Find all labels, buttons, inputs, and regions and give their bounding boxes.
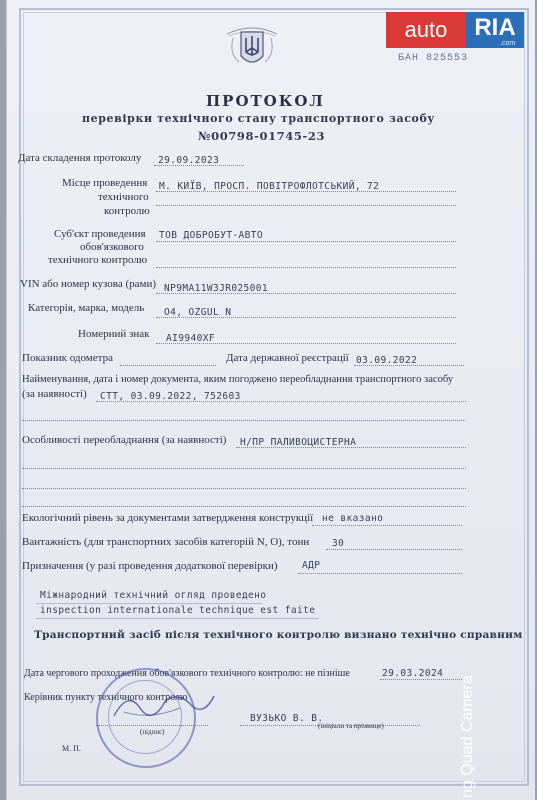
name-caption: (ініціали та прізвище): [318, 722, 384, 730]
conversion-label: Особливості переобладнання (за наявності): [22, 434, 227, 446]
place-label-1: Місце проведення: [62, 177, 148, 189]
signature-caption: (підпис): [140, 728, 165, 736]
next-inspection-label: Дата чергового проходження обов'язкового технічного контролю: не пізніше: [24, 668, 350, 679]
regdate-label: Дата державної реєстрації: [226, 352, 349, 364]
autoria-badge-auto: auto: [386, 12, 466, 48]
protocol-title: ПРОТОКОЛ: [206, 92, 325, 110]
protocol-subtitle: перевірки технічного стану транспортного засобу: [82, 112, 436, 125]
intl-inspection-fr: inspection internationale technique est faite: [40, 605, 316, 616]
subject-value: ТОВ ДОБРОБУТ-АВТО: [159, 230, 264, 241]
signature-scribble-icon: [110, 686, 220, 726]
protocol-number: №00798-01745-23: [198, 129, 326, 143]
serial-number: БАН 825553: [398, 53, 469, 64]
subject-label-1: Суб'єкт проведення: [54, 228, 146, 240]
vin-value: NP9MA11W3JR025001: [164, 283, 269, 294]
load-label: Вантажність (для транспортних засобів категорій N, O), тонн: [22, 536, 310, 548]
plate-label: Номерний знак: [78, 328, 150, 340]
vin-label: VIN або номер кузова (рами): [20, 278, 157, 290]
eco-value: не вказано: [322, 513, 384, 524]
head-name: ВУЗЬКО В. В.: [250, 713, 324, 724]
eco-label: Екологічний рівень за документами затвердження конструкції: [22, 512, 314, 524]
place-value: М. КИЇВ, ПРОСП. ПОВІТРОФЛОТСЬКИЙ, 72: [159, 181, 380, 192]
subject-label-2: обов'язкового: [80, 241, 144, 253]
place-label-3: контролю: [104, 205, 150, 217]
plate-value: AI9940XF: [166, 333, 215, 344]
purpose-value: АДР: [302, 560, 321, 571]
inspection-result: Транспортний засіб після технічного контролю визнано технічно справним: [34, 629, 523, 641]
stamp-place-label: М. П.: [62, 744, 81, 753]
trident-emblem-icon: [223, 26, 281, 72]
conversion-doc-value: СТТ, 03.09.2022, 752603: [100, 391, 241, 402]
autoria-badge-domain: .com: [500, 40, 516, 47]
purpose-label: Призначення (у разі проведення додаткової перевірки): [22, 560, 278, 572]
camera-watermark-text: ng Quad Camera: [459, 675, 476, 798]
date-label: Дата складення протоколу: [18, 152, 142, 164]
regdate-value: 03.09.2022: [356, 355, 418, 366]
load-value: 30: [332, 538, 345, 549]
conversion-doc-label: Найменування, дата і номер документа, яким погоджено переобладнання транспортного засобу: [22, 374, 454, 385]
head-label: Керівник пункту технічного контролю: [24, 692, 188, 703]
place-label-2: технічного: [98, 191, 149, 203]
category-value: O4, OZGUL N: [164, 307, 232, 318]
intl-inspection-ua: Міжнародний технічний огляд проведено: [40, 590, 267, 601]
odometer-label: Показник одометра: [22, 352, 113, 364]
subject-label-3: технічного контролю: [48, 254, 148, 266]
category-label: Категорія, марка, модель: [28, 302, 145, 314]
camera-watermark: [432, 640, 492, 800]
conversion-value: Н/ПР ПАЛИВОЦИСТЕРНА: [240, 437, 357, 448]
date-value: 29.09.2023: [158, 155, 220, 166]
next-inspection-value: 29.03.2024: [382, 668, 444, 679]
autoria-badge-ria: RIA: [466, 12, 524, 48]
conversion-doc-label-2: (за наявності): [22, 388, 87, 400]
